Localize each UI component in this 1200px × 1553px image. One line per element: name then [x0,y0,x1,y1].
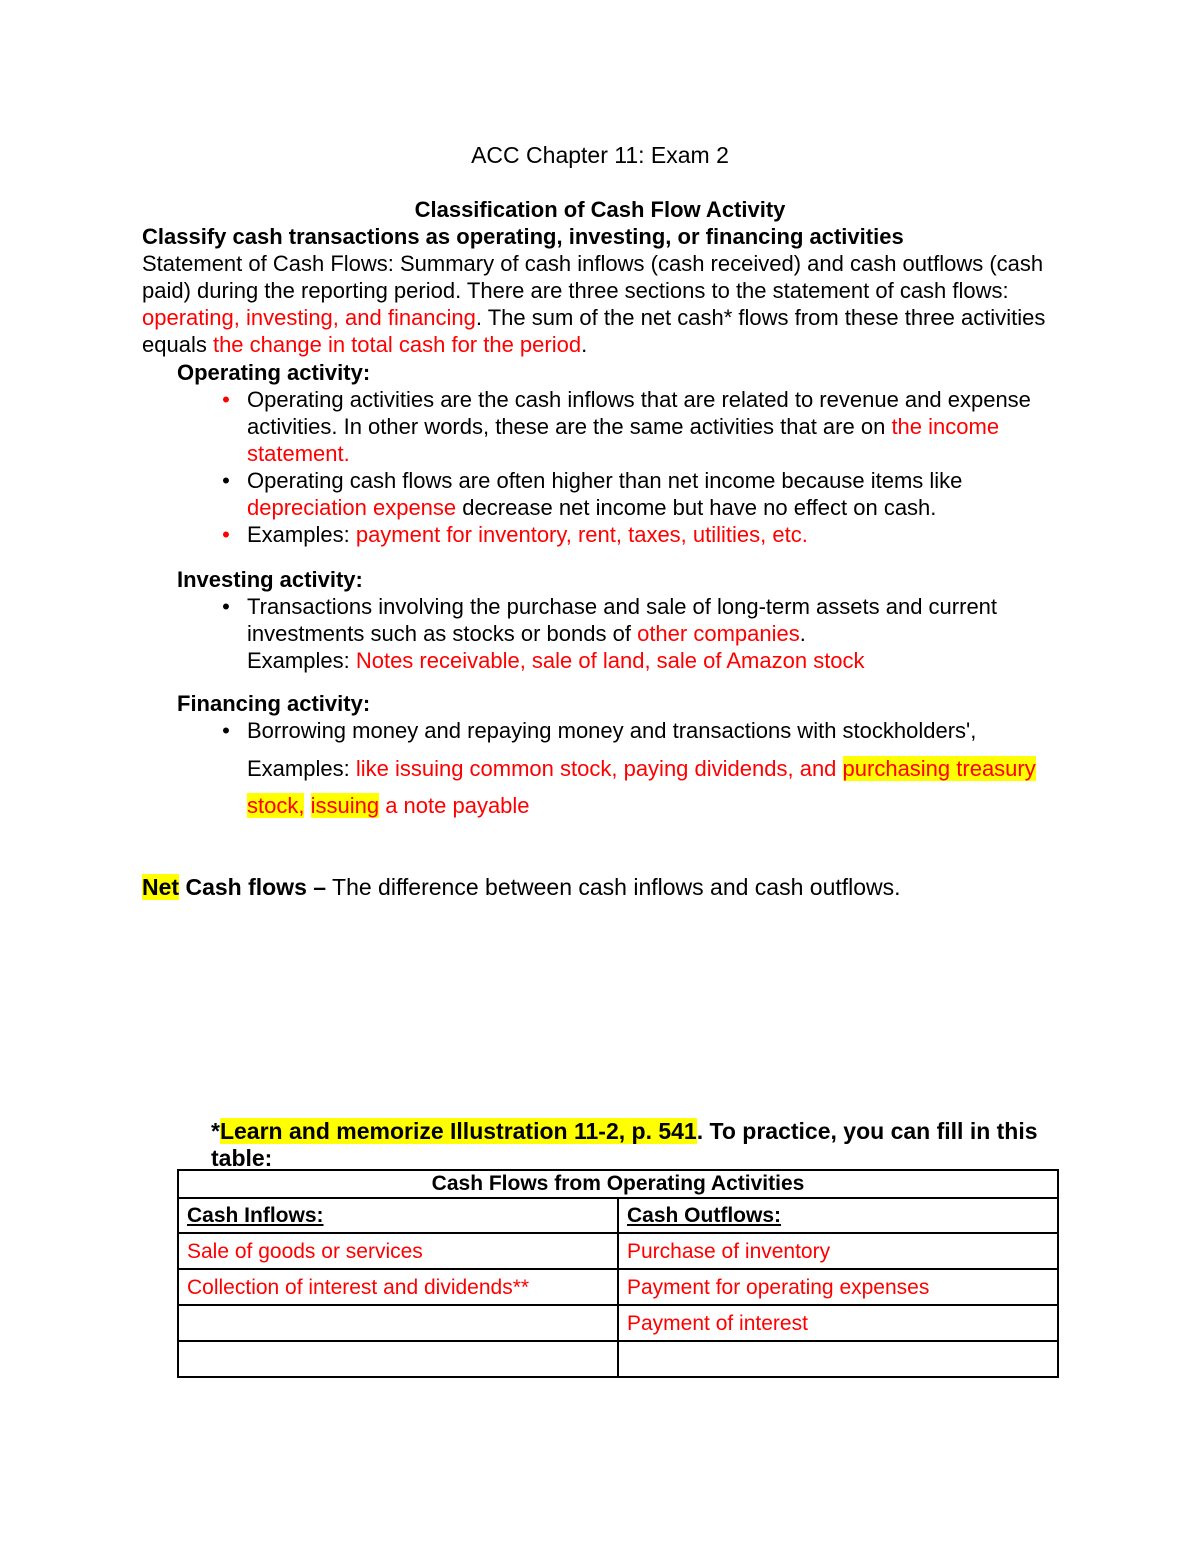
outflow-cell: Payment for operating expenses [618,1269,1058,1305]
table-header-row [178,1198,1058,1233]
net-definition-text: The difference between cash inflows and cash outflows. [326,874,901,900]
examples-label: Examples: [247,756,356,781]
outflow-cell: Purchase of inventory [618,1233,1058,1269]
bullet-text: Transactions involving the purchase and sale of long-term assets and current investments such as stocks or bonds of [247,594,998,646]
memorize-rest: . To practice, you can fill in this table: [211,1118,1038,1171]
bullet-text: Operating activities are the cash inflows that are related to revenue and expense activities. In other words, these are the same activities that are on [247,387,1031,439]
examples-highlight-text: purchasing treasury stock, [247,756,1036,818]
bullet-icon: • [222,594,230,619]
bullet-text: . [799,621,806,646]
intro-text-2: . The sum of the net cash* flows from these three activities equals [142,305,1046,357]
list-item [222,386,1047,467]
bullet-text: Borrowing money and repaying money and transactions with stockholders', [247,718,977,743]
bullet-red-text: depreciation expense [247,495,457,520]
intro-text [142,250,1062,358]
section-title: Classification of Cash Flow Activity [414,197,786,222]
operating-heading: Operating activity: [177,360,371,385]
financing-list [222,717,1047,824]
examples-red-text [304,793,310,818]
inflow-cell [178,1341,618,1377]
bullet-icon: • [222,522,230,547]
inflow-cell: Sale of goods or services [178,1233,618,1269]
net-cash-definition [142,874,901,901]
table-row [178,1341,1058,1377]
bullet-icon: • [222,468,230,493]
list-item [222,521,1047,548]
net-bold-text: Cash flows – [179,874,327,900]
net-highlight: Net [142,874,180,900]
bullet-red-text: payment for inventory, rent, taxes, utilities, etc. [355,522,808,547]
bullet-text: Operating cash flows are often higher than net income because items like [247,468,963,493]
investing-list [222,593,1047,674]
examples-highlight-text: issuing [310,793,380,818]
memorize-prefix: * [211,1118,220,1144]
column-header-outflows: Cash Outflows: [618,1198,1058,1233]
intro-paragraph [142,223,1062,358]
outflow-cell [618,1341,1058,1377]
list-item [222,717,1047,824]
examples-line [247,647,1047,674]
bullet-red-text: other companies [637,621,800,646]
table-row [178,1305,1058,1341]
bullet-red-text: the income statement. [247,414,1000,466]
intro-red-2: the change in total cash for the period [212,332,582,357]
memorize-highlight: Learn and memorize Illustration 11-2, p. 541 [219,1118,697,1144]
intro-text-1: Statement of Cash Flows: Summary of cash inflows (cash received) and cash outflows (cash paid) during the reporting period. There are three sections to the statement of cash flows: [142,251,1044,303]
financing-heading: Financing activity: [177,691,371,716]
column-header-inflows: Cash Inflows: [178,1198,618,1233]
memorize-instruction [211,1118,1041,1172]
investing-heading: Investing activity: [177,567,363,592]
examples-label: Examples: [247,648,356,673]
inflow-cell: Collection of interest and dividends** [178,1269,618,1305]
subheading: Classify cash transactions as operating, investing, or financing activities [142,224,904,249]
examples-line [247,750,1047,824]
list-item [222,467,1047,521]
intro-red-1: operating, investing, and financing [142,305,476,330]
examples-red-text: Notes receivable, sale of land, sale of Amazon stock [355,648,865,673]
table-row [178,1269,1058,1305]
inflow-cell [178,1305,618,1341]
bullet-icon: • [222,718,230,743]
page-title: ACC Chapter 11: Exam 2 [471,142,729,168]
table-row [178,1233,1058,1269]
list-item [222,593,1047,674]
examples-red-text: like issuing common stock, paying dividends, and [355,756,843,781]
bullet-text: Examples: [247,522,356,547]
operating-list [222,386,1047,548]
bullet-text: decrease net income but have no effect on cash. [456,495,937,520]
cash-flow-table [177,1169,1059,1378]
bullet-icon: • [222,387,230,412]
table-caption: Cash Flows from Operating Activities [178,1170,1058,1198]
examples-red-text: a note payable [379,793,530,818]
outflow-cell: Payment of interest [618,1305,1058,1341]
table-caption-row [178,1170,1058,1198]
intro-text-3: . [581,332,588,357]
